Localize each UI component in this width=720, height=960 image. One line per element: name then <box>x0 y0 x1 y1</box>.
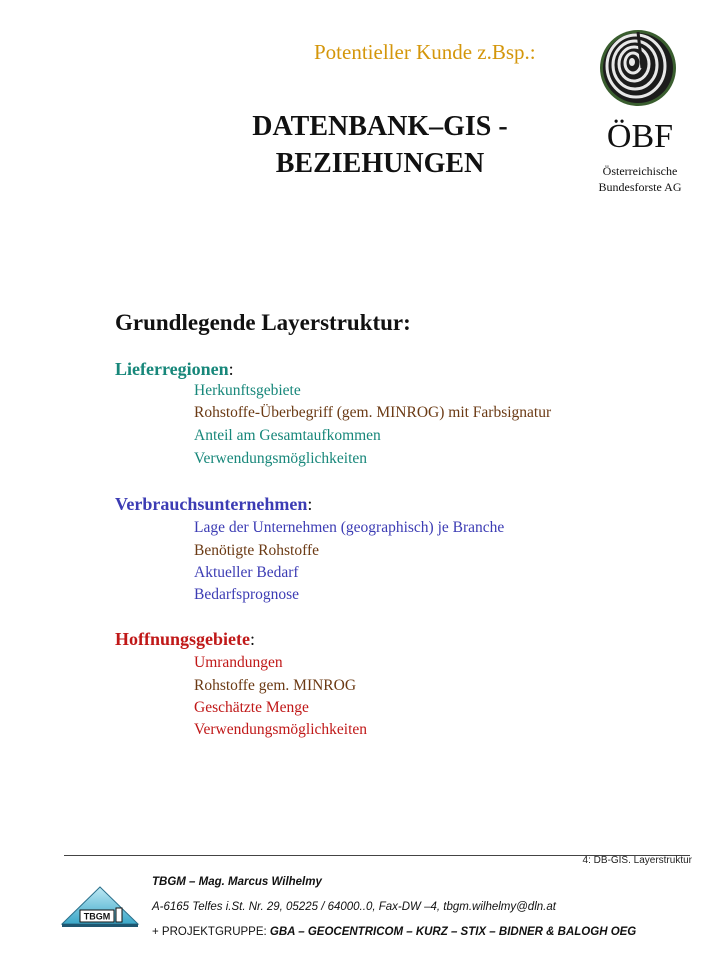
list-item: Herkunftsgebiete <box>194 382 301 399</box>
list-item: Benötigte Rohstoffe <box>194 542 319 559</box>
group-title-hoffnungsgebiete: Hoffnungsgebiete: <box>115 629 256 649</box>
list-item: Aktueller Bedarf <box>194 564 299 581</box>
footer-projectgroup <box>152 926 636 938</box>
org-abbreviation: ÖBF <box>606 118 674 155</box>
list-item: Verwendungsmöglichkeiten <box>194 450 368 467</box>
list-item: Verwendungsmöglichkeiten <box>194 721 368 738</box>
group-title-verbrauchsunternehmen: Verbrauchsunternehmen: <box>115 494 313 514</box>
list-item: Rohstoffe-Überbegriff (gem. MINROG) mit Farbsignatur <box>194 404 552 421</box>
footer-address: A-6165 Telfes i.St. Nr. 29, 05225 / 64000..0, Fax-DW –4, tbgm.wilhelmy@dln.at <box>152 901 556 913</box>
list-item: Anteil am Gesamtaufkommen <box>194 427 381 444</box>
list-item: Bedarfsprognose <box>194 586 300 603</box>
list-item: Rohstoffe gem. MINROG <box>194 677 357 694</box>
page-title <box>200 108 560 182</box>
section-heading: Grundlegende Layerstruktur: <box>115 310 411 335</box>
list-item: Umrandungen <box>194 654 283 671</box>
page-title-line2: BEZIEHUNGEN <box>275 148 485 179</box>
org-name-line2: Bundesforste AG <box>598 180 682 194</box>
obf-logo-icon <box>598 28 678 108</box>
footer-group-members: GBA – GEOCENTRICOM – KURZ – STIX – BIDNER & BALOGH OEG <box>269 926 637 938</box>
page-label: 4: DB-GIS. Layerstruktur <box>582 855 692 866</box>
org-name-line1: Österreichische <box>602 164 678 178</box>
page-title-line1: DATENBANK–GIS - <box>252 111 508 142</box>
list-item: Geschätzte Menge <box>194 699 309 716</box>
group-title-lieferregionen: Lieferregionen: <box>115 359 234 379</box>
tbgm-logo-icon <box>60 884 140 929</box>
footer-group-label: + PROJEKTGRUPPE: <box>152 926 267 938</box>
tbgm-logo-text: TBGM <box>83 911 111 922</box>
footer-name: TBGM – Mag. Marcus Wilhelmy <box>152 876 322 888</box>
org-name <box>580 163 700 195</box>
subtitle: Potentieller Kunde z.Bsp.: <box>314 40 536 64</box>
list-item: Lage der Unternehmen (geographisch) je Branche <box>194 519 505 536</box>
